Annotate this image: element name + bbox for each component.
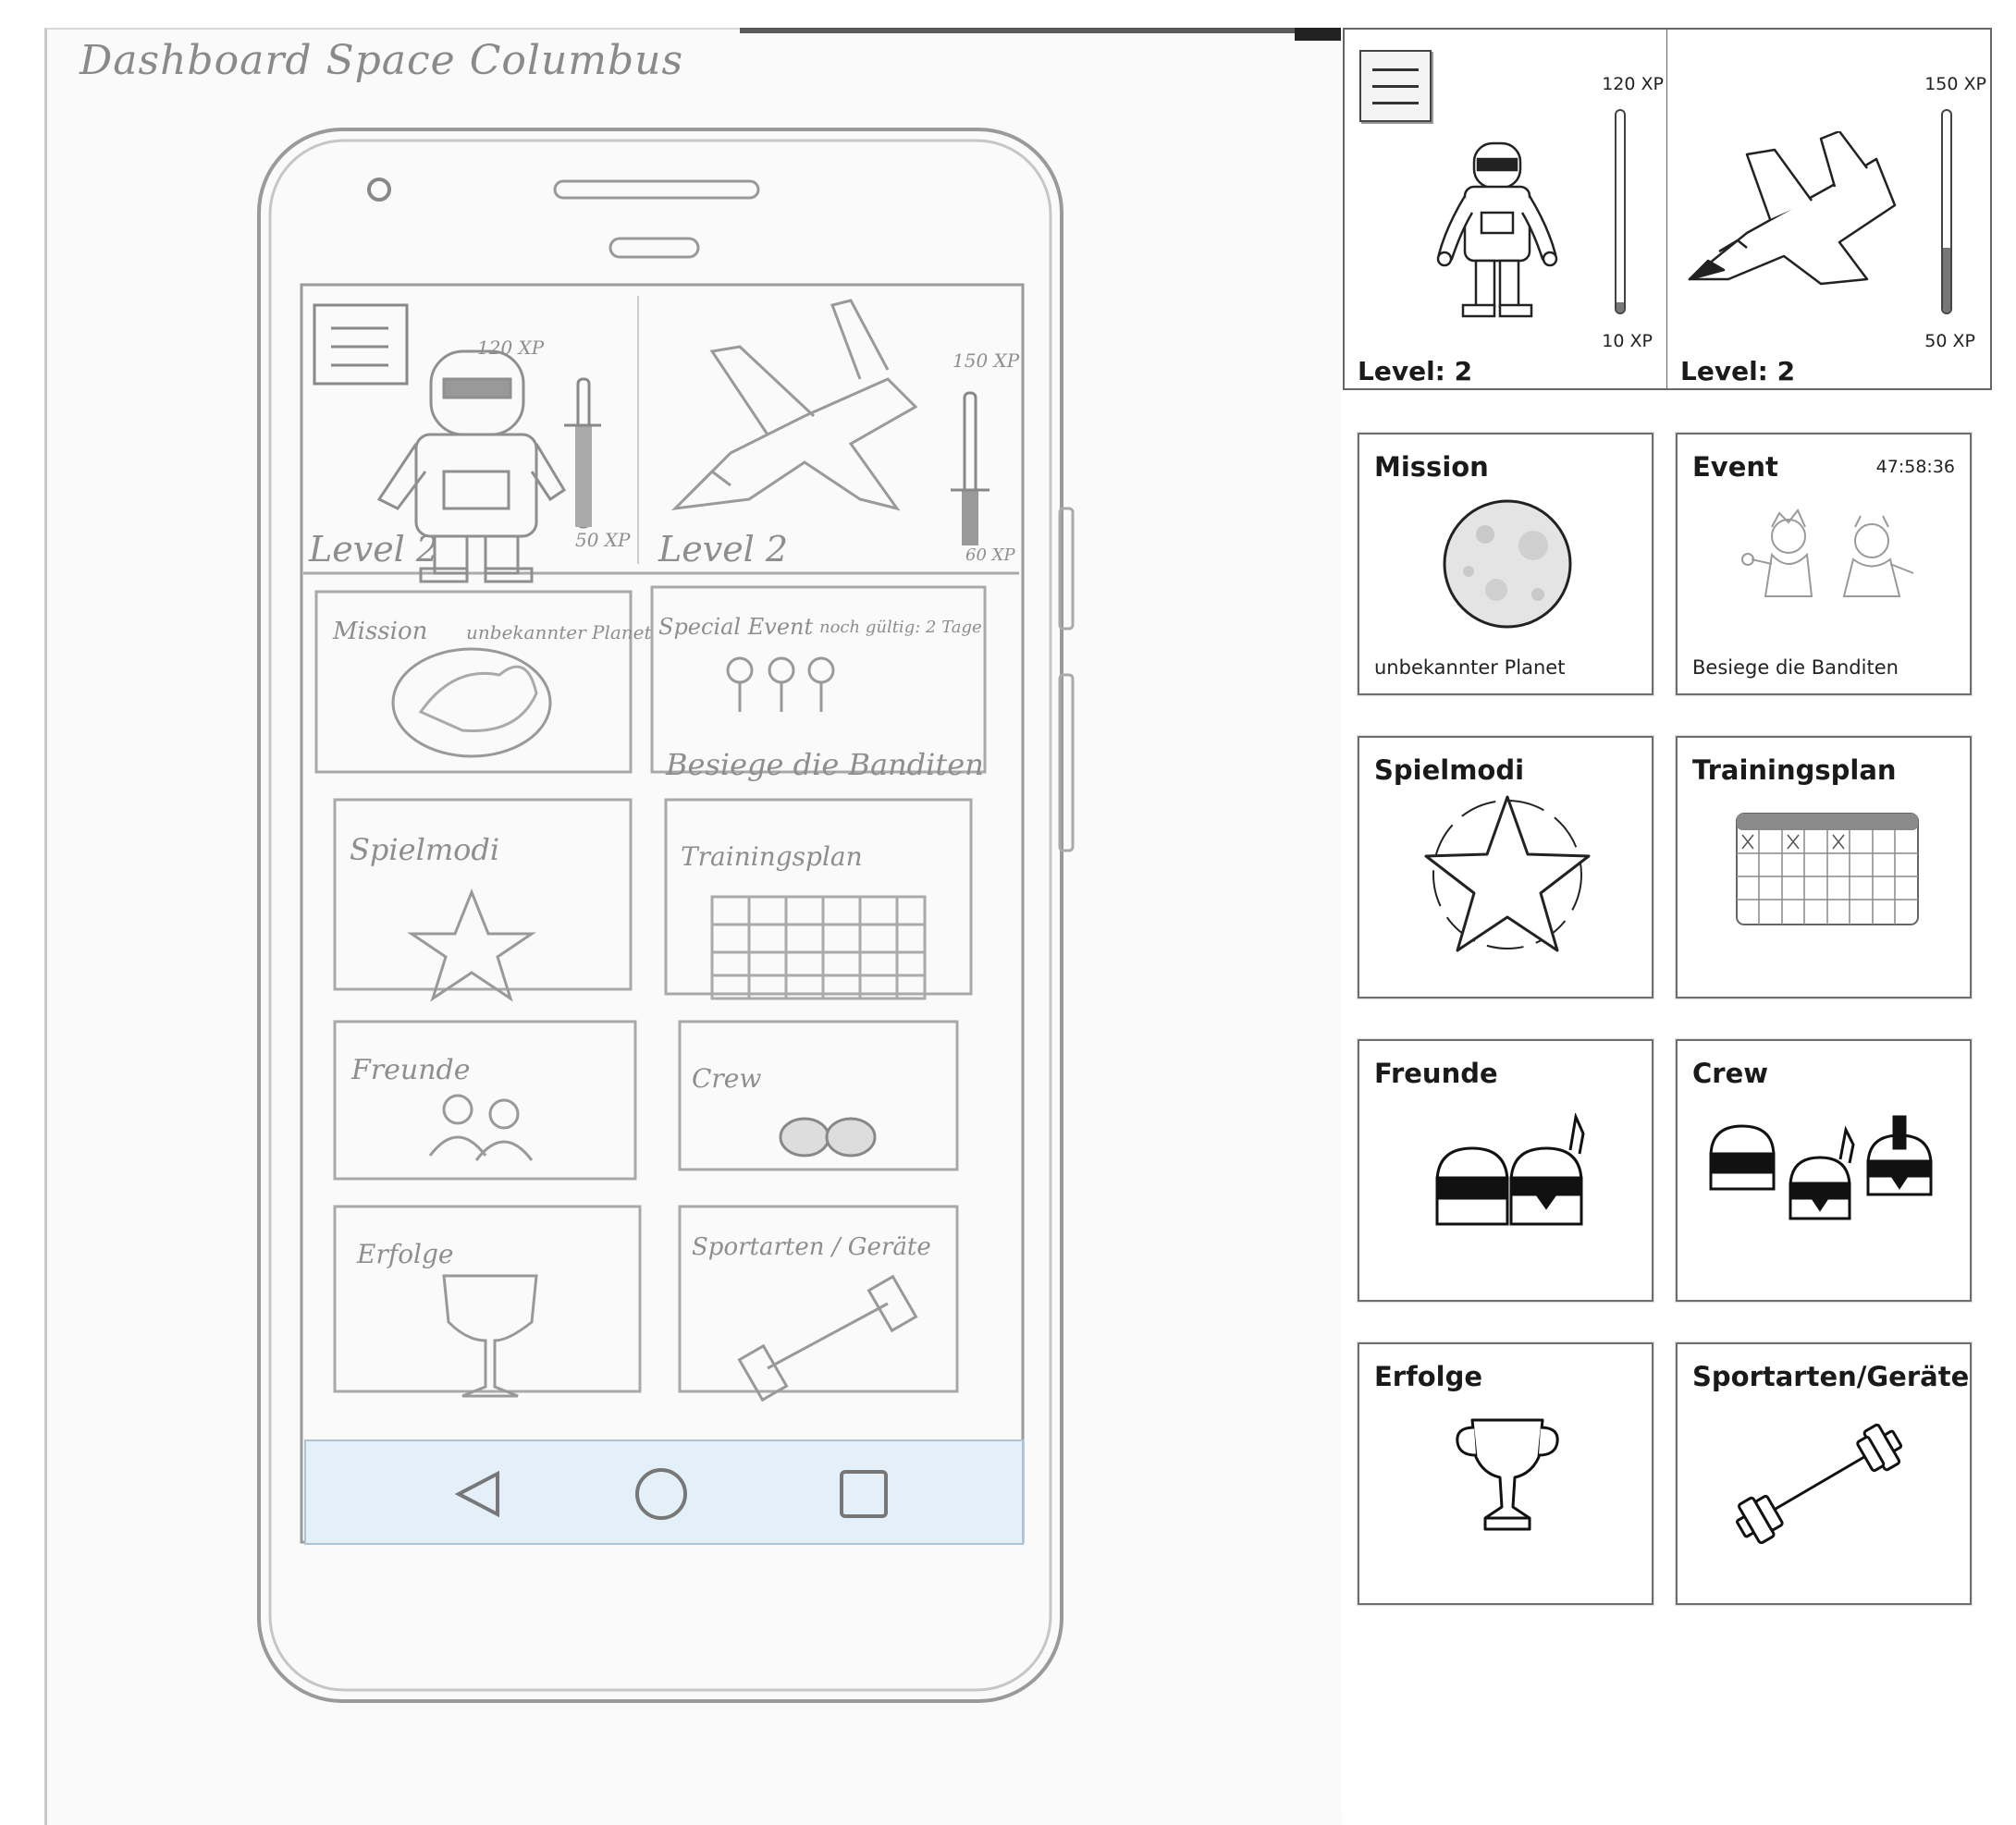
tile-crew[interactable] (1676, 1039, 1972, 1302)
astronaut-xp-bar (1615, 109, 1626, 314)
event-timer: 47:58:36 (1875, 457, 1955, 477)
tile-event-subtitle: Besiege die Banditen (1692, 656, 1899, 679)
sketch-tile-spielmodi: Spielmodi (350, 832, 500, 867)
sketch-tile-crew: Crew (692, 1063, 762, 1094)
tile-trainingsplan[interactable] (1676, 736, 1972, 998)
tile-mission[interactable] (1358, 433, 1653, 695)
ship-xp-max: 150 XP (1924, 74, 1986, 94)
sketch-xp-bottom-right: 60 XP (965, 545, 1015, 565)
tile-training-title: Trainingsplan (1692, 754, 1897, 786)
tile-mission-title: Mission (1374, 451, 1489, 483)
sketch-tile-mission: Mission (333, 618, 428, 645)
helmets-group-icon (1705, 1115, 1955, 1235)
helmets-pair-icon (1432, 1113, 1589, 1233)
tile-erfolge[interactable] (1358, 1342, 1653, 1605)
paper-edge (740, 28, 1341, 33)
ship-xp-min: 50 XP (1924, 331, 1975, 351)
tile-sportarten[interactable] (1676, 1342, 1972, 1605)
sketch-tile-event-meta: noch gültig: 2 Tage (819, 618, 982, 637)
ship-sketch (675, 300, 916, 508)
sketch-tile-event-sub: Besiege die Banditen (666, 747, 984, 782)
sketch-tile-mission-sub: unbekannter Planet (466, 621, 652, 643)
sketch-tile-sport: Sportarten / Geräte (692, 1233, 931, 1261)
sketch-xp-bottom-left: 50 XP (575, 529, 631, 551)
astronaut-xp-fill (1616, 302, 1624, 312)
ship-header[interactable] (1666, 28, 1992, 390)
tile-spielmodi[interactable] (1358, 736, 1653, 998)
sketch-xp-top-left: 120 XP (477, 337, 545, 359)
astronaut-icon (1428, 139, 1567, 324)
sketch-tile-erfolge: Erfolge (357, 1239, 454, 1269)
spaceship-icon (1682, 131, 1904, 288)
dashboard-wireframe (1341, 28, 2016, 1812)
tile-spielmodi-title: Spielmodi (1374, 754, 1525, 786)
astronaut-xp-max: 120 XP (1602, 74, 1664, 94)
astronaut-level: Level: 2 (1358, 356, 1473, 386)
astronaut-header[interactable] (1343, 28, 1668, 390)
sketch-tile-freunde: Freunde (351, 1054, 471, 1086)
dumbbell-icon (1733, 1415, 1918, 1544)
trophy-icon (1452, 1415, 1563, 1535)
menu-icon[interactable] (1359, 50, 1432, 122)
nav-bar-sketch (305, 1440, 1023, 1544)
tile-sport-title: Sportarten/Geräte (1692, 1361, 1970, 1392)
sketch-title: Dashboard Space Columbus (80, 37, 684, 84)
calendar-icon (1735, 812, 1920, 926)
sketch-tile-training: Trainingsplan (681, 841, 863, 872)
tile-crew-title: Crew (1692, 1058, 1769, 1089)
ship-xp-bar (1941, 109, 1952, 314)
ship-xp-fill (1943, 248, 1950, 312)
sketch-tile-event: Special Event (658, 614, 814, 640)
tile-mission-subtitle: unbekannter Planet (1374, 656, 1566, 679)
camera-icon (369, 179, 389, 200)
tile-freunde[interactable] (1358, 1039, 1653, 1302)
paper-edge-corner (1295, 28, 1341, 41)
sketch-level-left: Level 2 (309, 529, 439, 570)
sketch-level-right: Level 2 (658, 529, 789, 570)
tile-event-title: Event (1692, 451, 1778, 483)
moon-icon (1441, 497, 1574, 631)
bandits-illustration (1715, 508, 1936, 601)
tile-freunde-title: Freunde (1374, 1058, 1498, 1089)
ship-level: Level: 2 (1680, 356, 1796, 386)
tile-erfolge-title: Erfolge (1374, 1361, 1483, 1392)
sketch-xp-top-right: 150 XP (953, 349, 1020, 372)
star-icon (1422, 791, 1592, 954)
astronaut-xp-min: 10 XP (1602, 331, 1653, 351)
tile-event[interactable] (1676, 433, 1972, 695)
